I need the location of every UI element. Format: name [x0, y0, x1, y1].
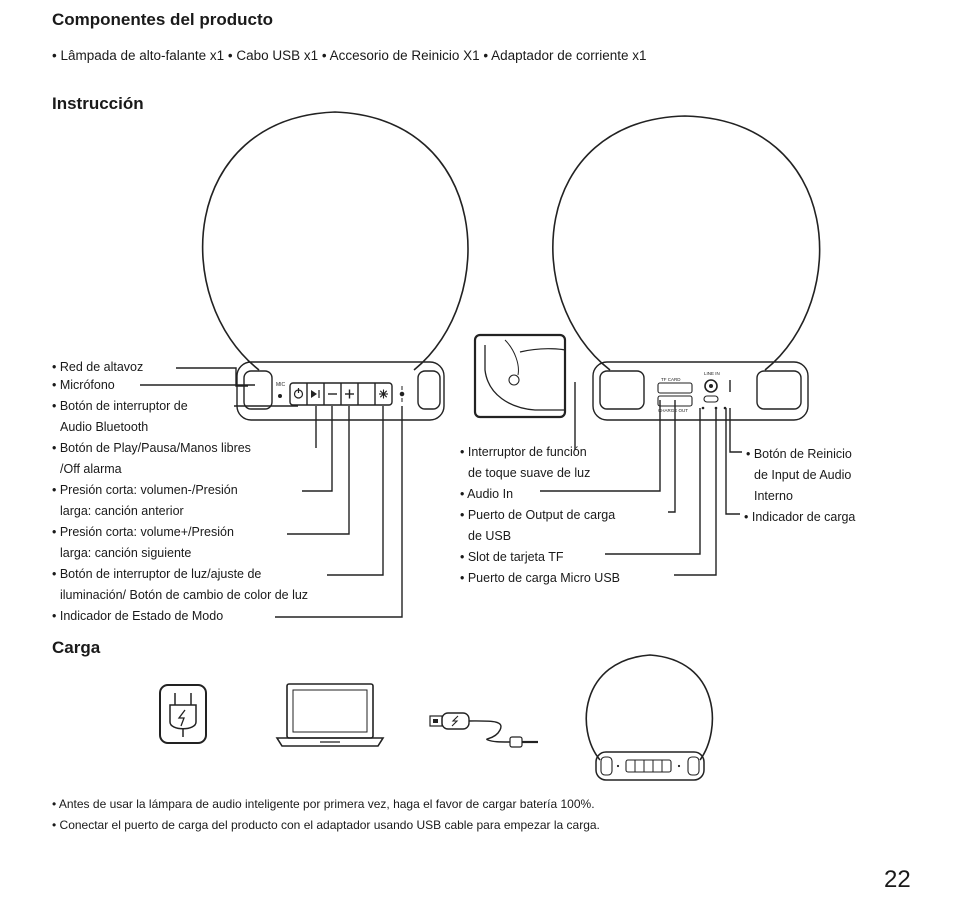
label-mode-indicator: • Indicador de Estado de Modo: [52, 609, 224, 623]
touch-switch-detail: [475, 335, 565, 417]
label-micro-usb: • Puerto de carga Micro USB: [460, 571, 620, 585]
label-volume-up: • Presión corta: volume+/Presión: [52, 525, 234, 539]
tf-card-marking: TF CARD: [661, 377, 681, 382]
label-bluetooth-switch-cont: Audio Bluetooth: [60, 420, 149, 434]
mic-marking: MIC: [276, 382, 286, 388]
charging-title: Carga: [52, 638, 101, 657]
label-reset-button-cont1: de Input de Audio: [754, 468, 852, 482]
label-touch-switch: • Interruptor de función: [460, 445, 587, 459]
label-play-pause: • Botón de Play/Pausa/Manos libres: [52, 441, 251, 455]
components-list: • Lâmpada de alto-falante x1 • Cabo USB x1 • Accesorio de Reinicio X1 • Adaptador de corriente x1: [52, 48, 647, 63]
label-light-switch-cont: iluminación/ Botón de cambio de color de luz: [60, 588, 309, 602]
label-reset-button-cont2: Interno: [754, 489, 793, 503]
label-volume-down-cont: larga: canción anterior: [60, 504, 184, 518]
power-adapter-icon: [160, 685, 206, 743]
line-in-marking: LINE IN: [704, 371, 720, 376]
charging-note-1: • Antes de usar la lámpara de audio inteligente por primera vez, haga el favor de cargar batería 100%.: [52, 797, 595, 811]
speaker-back-illustration: [553, 116, 820, 420]
label-usb-output-cont: de USB: [468, 529, 512, 543]
charge-out-marking: CHARGE OUT: [658, 408, 689, 413]
label-tf-slot: • Slot de tarjeta TF: [460, 550, 564, 564]
page-number: 22: [884, 866, 911, 893]
charging-speaker-icon: [586, 655, 712, 780]
label-bluetooth-switch: • Botón de interruptor de: [52, 399, 188, 413]
label-reset-button: • Botón de Reinicio: [746, 447, 852, 461]
label-volume-up-cont: larga: canción siguiente: [60, 546, 192, 560]
label-microphone: • Micrófono: [52, 378, 115, 392]
label-volume-down: • Presión corta: volumen-/Presión: [52, 483, 238, 497]
usb-cable-icon: [430, 713, 538, 747]
label-touch-switch-cont: de toque suave de luz: [468, 466, 591, 480]
laptop-icon: [277, 684, 383, 746]
components-title: Componentes del producto: [52, 10, 273, 29]
charging-note-2: • Conectar el puerto de carga del producto con el adaptador usando USB cable para empezar la carga.: [52, 818, 600, 832]
label-light-switch: • Botón de interruptor de luz/ajuste de: [52, 567, 262, 581]
instruction-title: Instrucción: [52, 94, 144, 113]
label-play-pause-cont: /Off alarma: [60, 462, 122, 476]
label-usb-output: • Puerto de Output de carga: [460, 508, 616, 522]
label-audio-in: • Audio In: [460, 487, 514, 501]
speaker-front-illustration: [203, 112, 468, 420]
label-speaker-grille: • Red de altavoz: [52, 360, 144, 374]
label-charge-indicator: • Indicador de carga: [744, 510, 856, 524]
